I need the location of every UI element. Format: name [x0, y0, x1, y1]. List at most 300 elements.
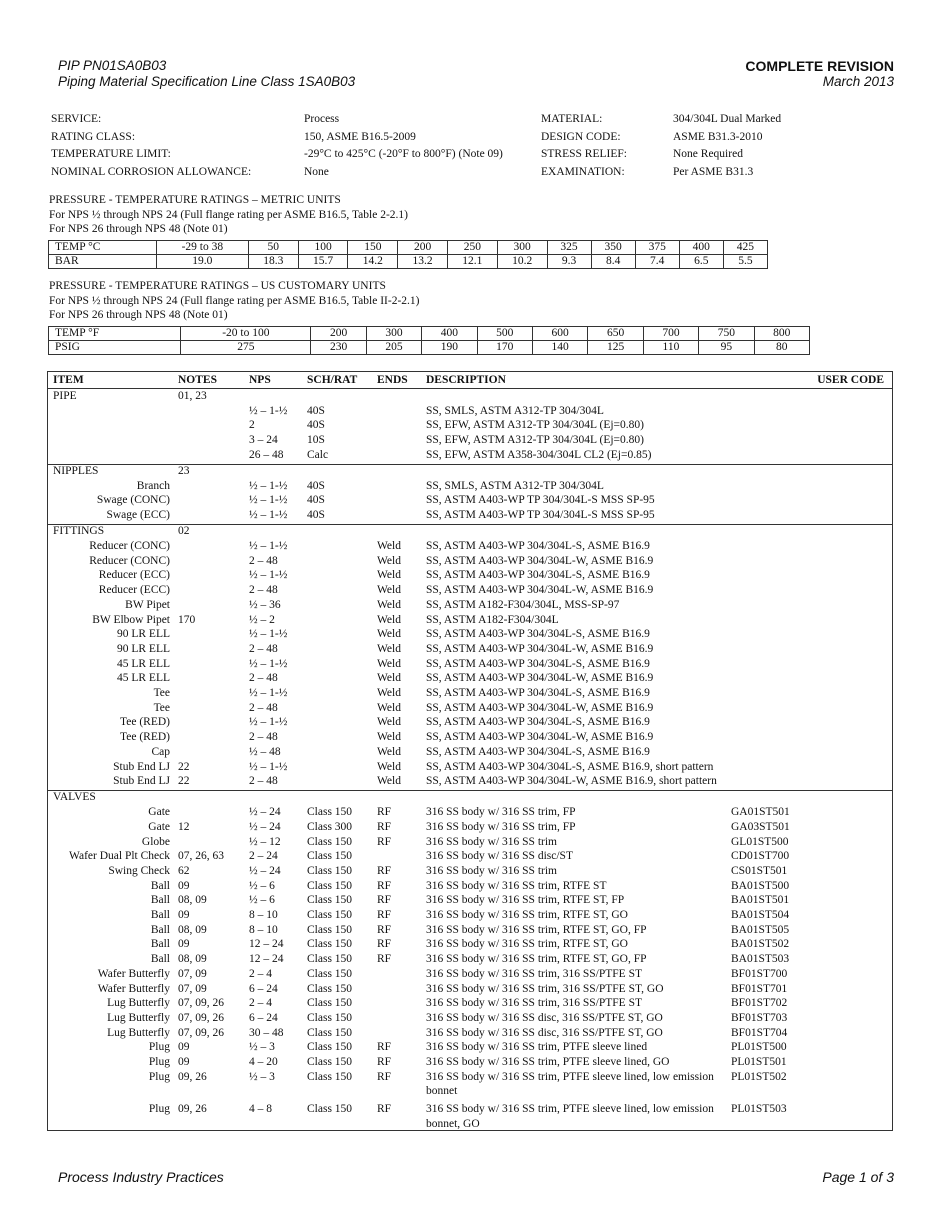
- row-notes: 08, 09: [178, 923, 207, 936]
- row-ends: Weld: [377, 672, 401, 685]
- rating-row: [49, 255, 768, 269]
- row-sch: Class 150: [307, 806, 353, 819]
- row-sch: Class 150: [307, 982, 353, 995]
- row-notes: 62: [178, 864, 190, 877]
- row-user-code: BF01ST702: [731, 997, 788, 1010]
- row-nps: 2: [249, 419, 255, 432]
- row-item: Tee (RED): [120, 716, 170, 729]
- row-item: Plug: [148, 1103, 170, 1116]
- row-sch: Class 150: [307, 1041, 353, 1054]
- row-item: Plug: [148, 1041, 170, 1054]
- row-nps: ½ – 36: [249, 598, 281, 611]
- row-nps: 6 – 24: [249, 982, 278, 995]
- row-nps: 12 – 24: [249, 953, 284, 966]
- table-row: [48, 701, 892, 716]
- doc-id: PIP PN01SA0B03: [58, 58, 167, 73]
- row-user-code: PL01ST503: [731, 1103, 787, 1116]
- revision-date: March 2013: [822, 74, 894, 89]
- row-item: Tee: [153, 687, 170, 699]
- row-sch: Class 150: [307, 879, 353, 892]
- row-nps: ½ – 1-½: [249, 509, 288, 522]
- footer-org: Process Industry Practices: [58, 1169, 224, 1185]
- row-notes: 22: [178, 760, 190, 773]
- rating-cell: 425: [723, 241, 767, 255]
- col-notes: NOTES: [178, 374, 217, 386]
- row-description: 316 SS body w/ 316 SS trim, FP: [426, 806, 576, 819]
- row-description: 316 SS body w/ 316 SS trim, 316 SS/PTFE ST: [426, 967, 642, 980]
- rating-cell: 400: [679, 241, 723, 255]
- row-item: Branch: [136, 479, 170, 492]
- row-nps: ½ – 1-½: [249, 760, 288, 773]
- metric-title: PRESSURE - TEMPERATURE RATINGS – METRIC UNITS: [49, 194, 341, 206]
- rating-cell: 700: [643, 327, 698, 341]
- row-ends: RF: [377, 923, 392, 936]
- row-nps: 30 – 48: [249, 1026, 284, 1039]
- table-row: [48, 849, 892, 864]
- meta-value-2: Per ASME B31.3: [673, 165, 754, 178]
- meta-row: [51, 131, 901, 149]
- row-description: SS, ASTM A403-WP 304/304L-W, ASME B16.9: [426, 731, 654, 744]
- row-user-code: PL01ST502: [731, 1070, 787, 1083]
- table-row: [48, 568, 892, 583]
- row-item: Gate: [148, 806, 170, 819]
- row-notes: 07, 09, 26: [178, 1026, 224, 1039]
- row-description: SS, ASTM A403-WP TP 304/304L-S MSS SP-95: [426, 494, 655, 507]
- table-row: [48, 715, 892, 730]
- row-item: Globe: [141, 835, 170, 848]
- table-row: [48, 745, 892, 760]
- components-table: [47, 371, 893, 1131]
- table-row: [48, 642, 892, 657]
- meta-value-2: None Required: [673, 148, 743, 160]
- row-ends: RF: [377, 909, 392, 921]
- table-row: [48, 539, 892, 554]
- table-row: [48, 730, 892, 745]
- row-description: SS, ASTM A403-WP 304/304L-W, ASME B16.9: [426, 584, 654, 597]
- row-description: SS, ASTM A403-WP TP 304/304L-S MSS SP-95: [426, 509, 655, 522]
- rating-cell: 6.5: [679, 255, 723, 269]
- row-ends: RF: [377, 820, 392, 833]
- meta-value-2: ASME B31.3-2010: [673, 130, 763, 143]
- row-ends: RF: [377, 879, 392, 892]
- row-ends: Weld: [377, 613, 401, 626]
- rating-row: [49, 341, 810, 355]
- row-description: SS, ASTM A403-WP 304/304L-S, ASME B16.9: [426, 628, 650, 641]
- row-item: Ball: [150, 909, 170, 921]
- row-item: Ball: [150, 894, 170, 907]
- section-notes: 23: [178, 465, 190, 477]
- rating-cell: BAR: [49, 255, 157, 269]
- table-row: [48, 908, 892, 923]
- row-description: 316 SS body w/ 316 SS trim, PTFE sleeve lined, GO: [426, 1056, 670, 1068]
- col-sch: SCH/RAT: [307, 374, 358, 386]
- row-sch: Class 150: [307, 1070, 353, 1083]
- row-notes: 08, 09: [178, 894, 207, 907]
- row-user-code: PL01ST500: [731, 1041, 787, 1054]
- meta-value: None: [304, 165, 329, 178]
- row-nps: ½ – 3: [249, 1070, 275, 1083]
- rating-cell: TEMP °C: [49, 241, 157, 255]
- table-row: [48, 657, 892, 672]
- row-item: Wafer Butterfly: [97, 982, 170, 995]
- rating-cell: 110: [643, 341, 698, 355]
- row-description: 316 SS body w/ 316 SS trim: [426, 864, 557, 877]
- meta-row: [51, 113, 901, 131]
- section-name: FITTINGS: [53, 525, 105, 538]
- rating-cell: 50: [248, 241, 298, 255]
- row-user-code: BA01ST505: [731, 923, 790, 936]
- table-row: [48, 937, 892, 952]
- rating-cell: 800: [754, 327, 809, 341]
- row-nps: ½ – 48: [249, 745, 281, 758]
- row-sch: Class 150: [307, 1056, 353, 1068]
- table-row: [48, 583, 892, 598]
- row-notes: 09: [178, 1056, 190, 1068]
- row-sch: Class 150: [307, 1103, 353, 1116]
- row-sch: 40S: [307, 404, 325, 417]
- row-notes: 09, 26: [178, 1103, 207, 1116]
- table-row: [48, 627, 892, 642]
- table-row: [48, 671, 892, 686]
- metric-ratings-table: [48, 240, 768, 269]
- row-item: Gate: [148, 820, 170, 833]
- row-user-code: BA01ST500: [731, 879, 790, 892]
- row-nps: ½ – 24: [249, 820, 281, 833]
- row-sch: 40S: [307, 479, 325, 492]
- rating-cell: 10.2: [497, 255, 547, 269]
- section-name: VALVES: [53, 791, 96, 804]
- row-ends: Weld: [377, 687, 401, 699]
- row-item: BW Elbow Pipet: [92, 613, 170, 626]
- rating-cell: 600: [532, 327, 587, 341]
- row-ends: Weld: [377, 569, 401, 582]
- meta-value: -29°C to 425°C (-20°F to 800°F) (Note 09): [304, 148, 503, 160]
- section-notes: 01, 23: [178, 390, 207, 402]
- row-nps: ½ – 2: [249, 613, 275, 626]
- meta-row: [51, 166, 901, 184]
- row-user-code: BF01ST703: [731, 1011, 788, 1024]
- row-description: SS, EFW, ASTM A312-TP 304/304L (Ej=0.80): [426, 434, 644, 447]
- row-sch: Class 150: [307, 850, 353, 863]
- row-nps: 2 – 4: [249, 997, 272, 1010]
- row-item: Tee (RED): [120, 731, 170, 744]
- row-notes: 09: [178, 879, 190, 892]
- row-description: SS, SMLS, ASTM A312-TP 304/304L: [426, 404, 604, 417]
- meta-label-2: EXAMINATION:: [541, 165, 625, 178]
- row-nps: 4 – 20: [249, 1056, 278, 1068]
- row-description: SS, ASTM A182-F304/304L: [426, 613, 559, 626]
- table-row: [48, 967, 892, 982]
- table-row: [48, 774, 892, 789]
- row-item: Ball: [150, 938, 170, 951]
- row-description: SS, ASTM A182-F304/304L, MSS-SP-97: [426, 598, 620, 611]
- row-ends: Weld: [377, 598, 401, 611]
- col-description: DESCRIPTION: [426, 374, 506, 386]
- row-description: SS, EFW, ASTM A312-TP 304/304L (Ej=0.80): [426, 419, 644, 432]
- rating-cell: 400: [422, 327, 477, 341]
- row-item: Ball: [150, 953, 170, 966]
- table-row: [48, 805, 892, 820]
- rating-cell: 325: [547, 241, 591, 255]
- row-description: 316 SS body w/ 316 SS trim, RTFE ST, GO, FP: [426, 923, 647, 936]
- row-user-code: BF01ST701: [731, 982, 788, 995]
- row-ends: Weld: [377, 760, 401, 773]
- row-sch: Class 150: [307, 938, 353, 951]
- meta-label-2: STRESS RELIEF:: [541, 148, 627, 160]
- rating-cell: -20 to 100: [181, 327, 311, 341]
- meta-label: NOMINAL CORROSION ALLOWANCE:: [51, 165, 252, 178]
- row-sch: Class 150: [307, 1011, 353, 1024]
- row-description: SS, ASTM A403-WP 304/304L-S, ASME B16.9: [426, 569, 650, 582]
- row-user-code: GL01ST500: [731, 835, 789, 848]
- section-header-row: [48, 790, 892, 805]
- row-user-code: CS01ST501: [731, 864, 788, 877]
- row-nps: 2 – 48: [249, 642, 278, 655]
- row-description: 316 SS body w/ 316 SS trim, RTFE ST, GO: [426, 909, 628, 921]
- row-ends: Weld: [377, 716, 401, 729]
- rating-cell: 200: [311, 327, 366, 341]
- row-item: Reducer (CONC): [89, 554, 170, 567]
- section-name: PIPE: [53, 390, 77, 402]
- row-description: SS, ASTM A403-WP 304/304L-S, ASME B16.9: [426, 745, 650, 758]
- row-user-code: BA01ST503: [731, 953, 790, 966]
- row-description: 316 SS body w/ 316 SS trim, FP: [426, 820, 576, 833]
- us-title: PRESSURE - TEMPERATURE RATINGS – US CUSTOMARY UNITS: [49, 280, 386, 292]
- row-nps: ½ – 1-½: [249, 569, 288, 582]
- row-item: Lug Butterfly: [107, 1026, 170, 1039]
- rating-cell: 190: [422, 341, 477, 355]
- row-description: 316 SS body w/ 316 SS disc/ST: [426, 850, 573, 863]
- row-nps: ½ – 1-½: [249, 404, 288, 417]
- us-heading: [49, 279, 419, 323]
- table-row: [48, 996, 892, 1011]
- table-row: [48, 418, 892, 433]
- table-row: [48, 820, 892, 835]
- rating-cell: 300: [497, 241, 547, 255]
- row-sch: 40S: [307, 419, 325, 432]
- row-user-code: BA01ST502: [731, 938, 790, 951]
- rating-cell: PSIG: [49, 341, 181, 355]
- row-nps: ½ – 12: [249, 835, 281, 848]
- rating-cell: 750: [699, 327, 754, 341]
- row-item: Lug Butterfly: [107, 1011, 170, 1024]
- rating-cell: 275: [181, 341, 311, 355]
- row-description: 316 SS body w/ 316 SS trim: [426, 835, 557, 848]
- rating-cell: 170: [477, 341, 532, 355]
- section-header-row: [48, 464, 892, 479]
- row-notes: 22: [178, 775, 190, 788]
- row-nps: 26 – 48: [249, 448, 284, 461]
- row-sch: Class 150: [307, 909, 353, 921]
- row-item: BW Pipet: [125, 598, 170, 611]
- table-row: [48, 923, 892, 938]
- meta-value-2: 304/304L Dual Marked: [673, 113, 782, 125]
- row-sch: Class 300: [307, 820, 353, 833]
- rating-cell: 140: [532, 341, 587, 355]
- row-description: SS, ASTM A403-WP 304/304L-W, ASME B16.9, short pattern: [426, 775, 717, 788]
- row-nps: ½ – 6: [249, 879, 275, 892]
- row-item: Reducer (ECC): [98, 569, 170, 582]
- meta-row: [51, 148, 901, 166]
- rating-cell: 205: [366, 341, 421, 355]
- row-description: SS, ASTM A403-WP 304/304L-S, ASME B16.9, short pattern: [426, 760, 714, 773]
- row-sch: Class 150: [307, 894, 353, 907]
- row-user-code: PL01ST501: [731, 1056, 787, 1068]
- row-item: Swage (CONC): [96, 494, 170, 507]
- row-notes: 07, 09, 26: [178, 997, 224, 1010]
- row-notes: 09: [178, 1041, 190, 1054]
- table-row: [48, 404, 892, 419]
- table-row: [48, 479, 892, 494]
- row-item: Tee: [153, 701, 170, 714]
- rating-cell: 200: [398, 241, 448, 255]
- row-item: 90 LR ELL: [116, 642, 170, 655]
- rating-cell: TEMP °F: [49, 327, 181, 341]
- row-description: SS, ASTM A403-WP 304/304L-S, ASME B16.9: [426, 540, 650, 552]
- table-row: [48, 1011, 892, 1026]
- table-row: [48, 1070, 892, 1098]
- row-nps: 2 – 4: [249, 967, 272, 980]
- row-nps: 2 – 48: [249, 672, 278, 685]
- row-nps: ½ – 1-½: [249, 716, 288, 729]
- row-nps: 2 – 48: [249, 731, 278, 744]
- meta-label-2: DESIGN CODE:: [541, 130, 621, 143]
- table-row: [48, 879, 892, 894]
- row-user-code: CD01ST700: [731, 850, 790, 863]
- row-nps: 2 – 48: [249, 701, 278, 714]
- components-table-header: [48, 372, 892, 389]
- row-ends: Weld: [377, 554, 401, 567]
- row-item: Plug: [148, 1056, 170, 1068]
- row-sch: Class 150: [307, 953, 353, 966]
- table-row: [48, 613, 892, 628]
- row-notes: 170: [178, 613, 196, 626]
- rating-cell: 150: [348, 241, 398, 255]
- row-nps: 2 – 48: [249, 584, 278, 597]
- row-description: 316 SS body w/ 316 SS trim, PTFE sleeve lined: [426, 1041, 648, 1054]
- table-row: [48, 433, 892, 448]
- row-nps: ½ – 24: [249, 806, 281, 819]
- row-sch: 40S: [307, 494, 325, 507]
- row-description: 316 SS body w/ 316 SS trim, PTFE sleeve lined, low emission bonnet: [426, 1070, 714, 1098]
- rating-cell: 5.5: [723, 255, 767, 269]
- rating-cell: 7.4: [635, 255, 679, 269]
- row-notes: 12: [178, 820, 190, 833]
- row-sch: Class 150: [307, 864, 353, 877]
- row-item: Stub End LJ: [113, 775, 170, 788]
- rating-cell: 500: [477, 327, 532, 341]
- row-description: 316 SS body w/ 316 SS trim, 316 SS/PTFE ST, GO: [426, 982, 664, 995]
- row-item: Ball: [150, 923, 170, 936]
- row-nps: 8 – 10: [249, 909, 278, 921]
- row-item: Ball: [150, 879, 170, 892]
- rating-cell: 12.1: [447, 255, 497, 269]
- row-nps: 8 – 10: [249, 923, 278, 936]
- row-nps: ½ – 1-½: [249, 687, 288, 699]
- table-row: [48, 1026, 892, 1041]
- row-ends: RF: [377, 1056, 392, 1068]
- row-ends: RF: [377, 864, 392, 877]
- row-item: Reducer (CONC): [89, 540, 170, 552]
- rating-row: [49, 241, 768, 255]
- row-user-code: GA01ST501: [731, 806, 790, 819]
- table-row: [48, 982, 892, 997]
- row-item: Plug: [148, 1070, 170, 1083]
- footer-page: Page 1 of 3: [822, 1169, 894, 1185]
- col-nps: NPS: [249, 374, 271, 386]
- row-ends: Weld: [377, 642, 401, 655]
- row-description: 316 SS body w/ 316 SS trim, RTFE ST, GO, FP: [426, 953, 647, 966]
- row-nps: 4 – 8: [249, 1103, 272, 1116]
- us-ratings-table: [48, 326, 810, 355]
- row-item: 90 LR ELL: [116, 628, 170, 641]
- row-nps: ½ – 1-½: [249, 479, 288, 492]
- rating-cell: 15.7: [298, 255, 348, 269]
- table-row: [48, 686, 892, 701]
- header-left: [58, 58, 355, 90]
- table-row: [48, 952, 892, 967]
- row-ends: RF: [377, 806, 392, 819]
- row-nps: ½ – 24: [249, 864, 281, 877]
- rating-cell: 230: [311, 341, 366, 355]
- meta-label: TEMPERATURE LIMIT:: [51, 148, 171, 160]
- metric-line1: For NPS ½ through NPS 24 (Full flange rating per ASME B16.5, Table 2-2.1): [49, 208, 408, 221]
- meta-value: 150, ASME B16.5-2009: [304, 130, 416, 143]
- row-item: Wafer Butterfly: [97, 967, 170, 980]
- section-name: NIPPLES: [53, 465, 99, 477]
- row-nps: ½ – 1-½: [249, 540, 288, 552]
- rating-cell: 8.4: [591, 255, 635, 269]
- meta-label-2: MATERIAL:: [541, 113, 603, 125]
- rating-cell: 650: [588, 327, 643, 341]
- row-description: SS, ASTM A403-WP 304/304L-S, ASME B16.9: [426, 687, 650, 699]
- row-ends: Weld: [377, 584, 401, 597]
- row-notes: 07, 26, 63: [178, 850, 224, 863]
- header-right: [745, 58, 894, 90]
- row-nps: ½ – 1-½: [249, 628, 288, 641]
- row-sch: 10S: [307, 434, 325, 447]
- row-notes: 09: [178, 938, 190, 951]
- metric-line2: For NPS 26 through NPS 48 (Note 01): [49, 223, 228, 235]
- row-notes: 09, 26: [178, 1070, 207, 1083]
- table-row: [48, 760, 892, 775]
- row-user-code: BF01ST700: [731, 967, 788, 980]
- table-row: [48, 1055, 892, 1070]
- revision-label: COMPLETE REVISION: [745, 58, 894, 74]
- rating-cell: 350: [591, 241, 635, 255]
- row-ends: Weld: [377, 628, 401, 641]
- us-line1: For NPS ½ through NPS 24 (Full flange rating per ASME B16.5, Table II-2-2.1): [49, 294, 420, 307]
- col-ends: ENDS: [377, 374, 408, 386]
- table-row: [48, 508, 892, 523]
- rating-cell: 9.3: [547, 255, 591, 269]
- us-line2: For NPS 26 through NPS 48 (Note 01): [49, 309, 228, 321]
- row-description: SS, ASTM A403-WP 304/304L-W, ASME B16.9: [426, 701, 654, 714]
- row-ends: RF: [377, 894, 392, 907]
- row-sch: Class 150: [307, 1026, 353, 1039]
- col-item: ITEM: [53, 374, 84, 386]
- row-notes: 07, 09: [178, 967, 207, 980]
- rating-cell: 80: [754, 341, 809, 355]
- row-notes: 07, 09: [178, 982, 207, 995]
- row-nps: 2 – 24: [249, 850, 278, 863]
- col-user-code: USER CODE: [817, 374, 884, 386]
- row-item: Stub End LJ: [113, 760, 170, 773]
- row-item: 45 LR ELL: [116, 657, 170, 670]
- row-description: 316 SS body w/ 316 SS trim, RTFE ST, GO: [426, 938, 628, 951]
- row-description: SS, ASTM A403-WP 304/304L-W, ASME B16.9: [426, 672, 654, 685]
- rating-cell: -29 to 38: [156, 241, 248, 255]
